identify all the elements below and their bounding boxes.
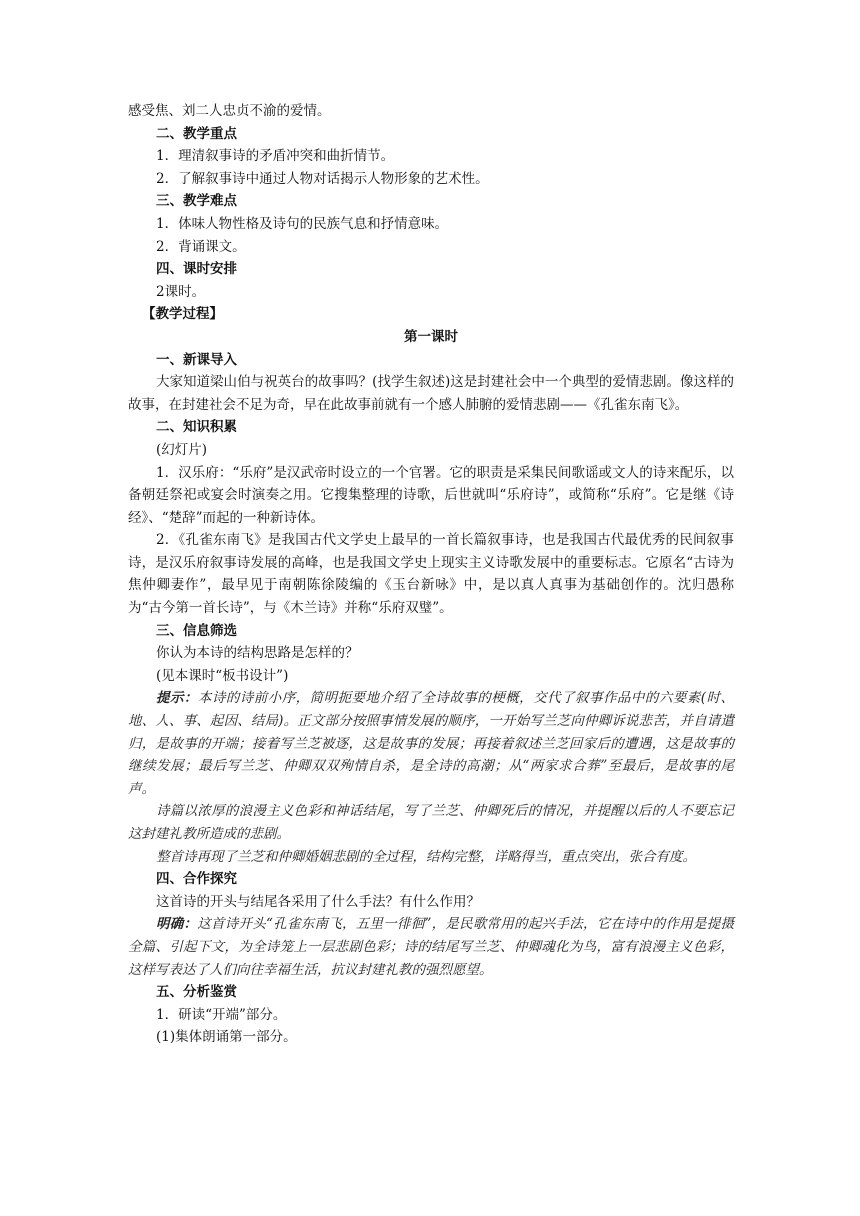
section-heading: 四、课时安排: [156, 261, 237, 278]
paragraph-text: 本诗的诗前小序，简明扼要地介绍了全诗故事的梗概，交代了叙事作品中的六要素(时、地、人、事、起因、结局)。正文部分按照事情发展的顺序，一开始写兰芝向仲卿诉说悲苦，并自请遣归，是故事的开端；接着写兰芝被逐，这是故事的发展；再接着叙述兰芝回家后的遭遇，这是故事的继续发展；最后写兰芝、仲卿双双殉情自杀，是全诗的高潮；从“两家求合葬”至最后，是故事的尾声。: [128, 690, 734, 797]
section-heading: 三、信息筛选: [156, 622, 237, 639]
paragraph: 1．汉乐府：“乐府”是汉武帝时设立的一个官署。它的职责是采集民间歌谣或文人的诗来配乐，以备朝廷祭祀或宴会时演奏之用。它搜集整理的诗歌，后世就叫“乐府诗”，或简称“乐府”。它是继《诗经》、“楚辞”而起的一种新诗体。: [128, 464, 734, 526]
section-heading: 一、新课导入: [156, 351, 237, 368]
paragraph: (幻灯片): [156, 441, 208, 458]
paragraph: 大家知道梁山伯与祝英台的故事吗？(找学生叙述)这是封建社会中一个典型的爱情悲剧。像这样的故事，在封建社会不足为奇，早在此故事前就有一个感人肺腑的爱情悲剧——《孔雀东南飞》。: [128, 374, 734, 413]
document-body: [128, 100, 734, 1049]
paragraph: 整首诗再现了兰芝和仲卿婚姻悲剧的全过程，结构完整，详略得当，重点突出，张合有度。: [156, 848, 696, 865]
section-heading: 二、知识积累: [156, 419, 237, 436]
labeled-paragraph: [128, 913, 734, 981]
paragraph: 你认为本诗的结构思路是怎样的？: [156, 645, 359, 662]
paragraph: (1)集体朗诵第一部分。: [156, 1029, 297, 1046]
paragraph: 这首诗的开头与结尾各采用了什么手法？有什么作用？: [156, 893, 480, 910]
paragraph: 1．理清叙事诗的矛盾冲突和曲折情节。: [156, 148, 395, 165]
section-heading: 三、教学难点: [156, 193, 237, 210]
paragraph: 1．研读“开端”部分。: [156, 1006, 287, 1023]
section-heading: 二、教学重点: [156, 125, 237, 142]
paragraph-label: 提示：: [156, 690, 198, 707]
paragraph: 2．背诵课文。: [156, 238, 246, 255]
paragraph: 2．《孔雀东南飞》是我国古代文学史上最早的一首长篇叙事诗，也是我国古代最优秀的民间叙事诗，是汉乐府叙事诗发展的高峰，也是我国文学史上现实主义诗歌发展中的重要标志。它原名“古诗为焦仲卿妻作”，最早见于南朝陈徐陵编的《玉台新咏》中，是以真人真事为基础创作的。沈归愚称为“古今第一首长诗”，与《木兰诗》并称“乐府双璧”。: [128, 532, 734, 617]
paragraph: (见本课时“板书设计”): [156, 667, 289, 684]
section-heading: 【教学过程】: [142, 306, 223, 323]
paragraph: 1．体味人物性格及诗句的民族气息和抒情意味。: [156, 215, 449, 232]
paragraph: 2课时。: [156, 283, 206, 300]
lesson-title: 第一课时: [404, 328, 458, 345]
section-heading: 五、分析鉴赏: [156, 984, 237, 1001]
paragraph-text: 这首诗开头“孔雀东南飞，五里一徘徊”，是民歌常用的起兴手法，它在诗中的作用是提摄全篇、引起下文，为全诗笼上一层悲剧色彩；诗的结尾写兰芝、仲卿魂化为鸟，富有浪漫主义色彩，这样写表达了人们向往幸福生活，抗议封建礼教的强烈愿望。: [128, 916, 734, 978]
labeled-paragraph: [128, 687, 734, 800]
section-heading: 四、合作探究: [156, 871, 237, 888]
paragraph: 2．了解叙事诗中通过人物对话揭示人物形象的艺术性。: [156, 170, 489, 187]
paragraph: 感受焦、刘二人忠贞不渝的爱情。: [128, 103, 331, 119]
paragraph: 诗篇以浓厚的浪漫主义色彩和神话结尾，写了兰芝、仲卿死后的情况，并提醒以后的人不要忘记这封建礼教所造成的悲剧。: [128, 803, 734, 842]
paragraph-label: 明确：: [156, 916, 198, 933]
